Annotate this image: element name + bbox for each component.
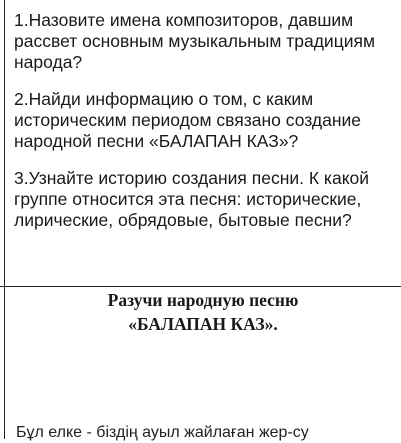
question-3-line-3: лирические, обрядовые, бытовые песни? — [14, 210, 352, 230]
question-1-line-2: рассвет основным музыкальным традициям — [14, 31, 375, 51]
task-cell — [5, 288, 401, 336]
question-1-line-3: народа? — [14, 52, 83, 72]
table-row-divider — [0, 286, 401, 287]
task-line-2: «БАЛАПАН КАЗ». — [128, 314, 278, 334]
question-2-line-2: историческим периодом связано создание — [14, 110, 361, 130]
questions-cell — [14, 10, 394, 231]
song-excerpt-line: Бұл елке - біздің ауыл жайлаған жер-су — [16, 424, 309, 441]
question-2-line-3: народной песни «БАЛАПАН КАЗ»? — [14, 131, 299, 151]
question-1-line-1: 1.Назовите имена композиторов, давшим — [14, 10, 354, 30]
question-3-line-2: группе относится эта песня: исторические, — [14, 189, 362, 209]
task-line-1: Разучи народную песню — [107, 290, 299, 310]
question-2-line-1: 2.Найди информацию о том, с каким — [14, 89, 314, 109]
question-3 — [14, 168, 394, 231]
question-1 — [14, 10, 394, 73]
question-3-line-1: 3.Узнайте историю создания песни. К какой — [14, 168, 370, 188]
table-border-left — [4, 0, 5, 439]
question-2 — [14, 89, 394, 152]
